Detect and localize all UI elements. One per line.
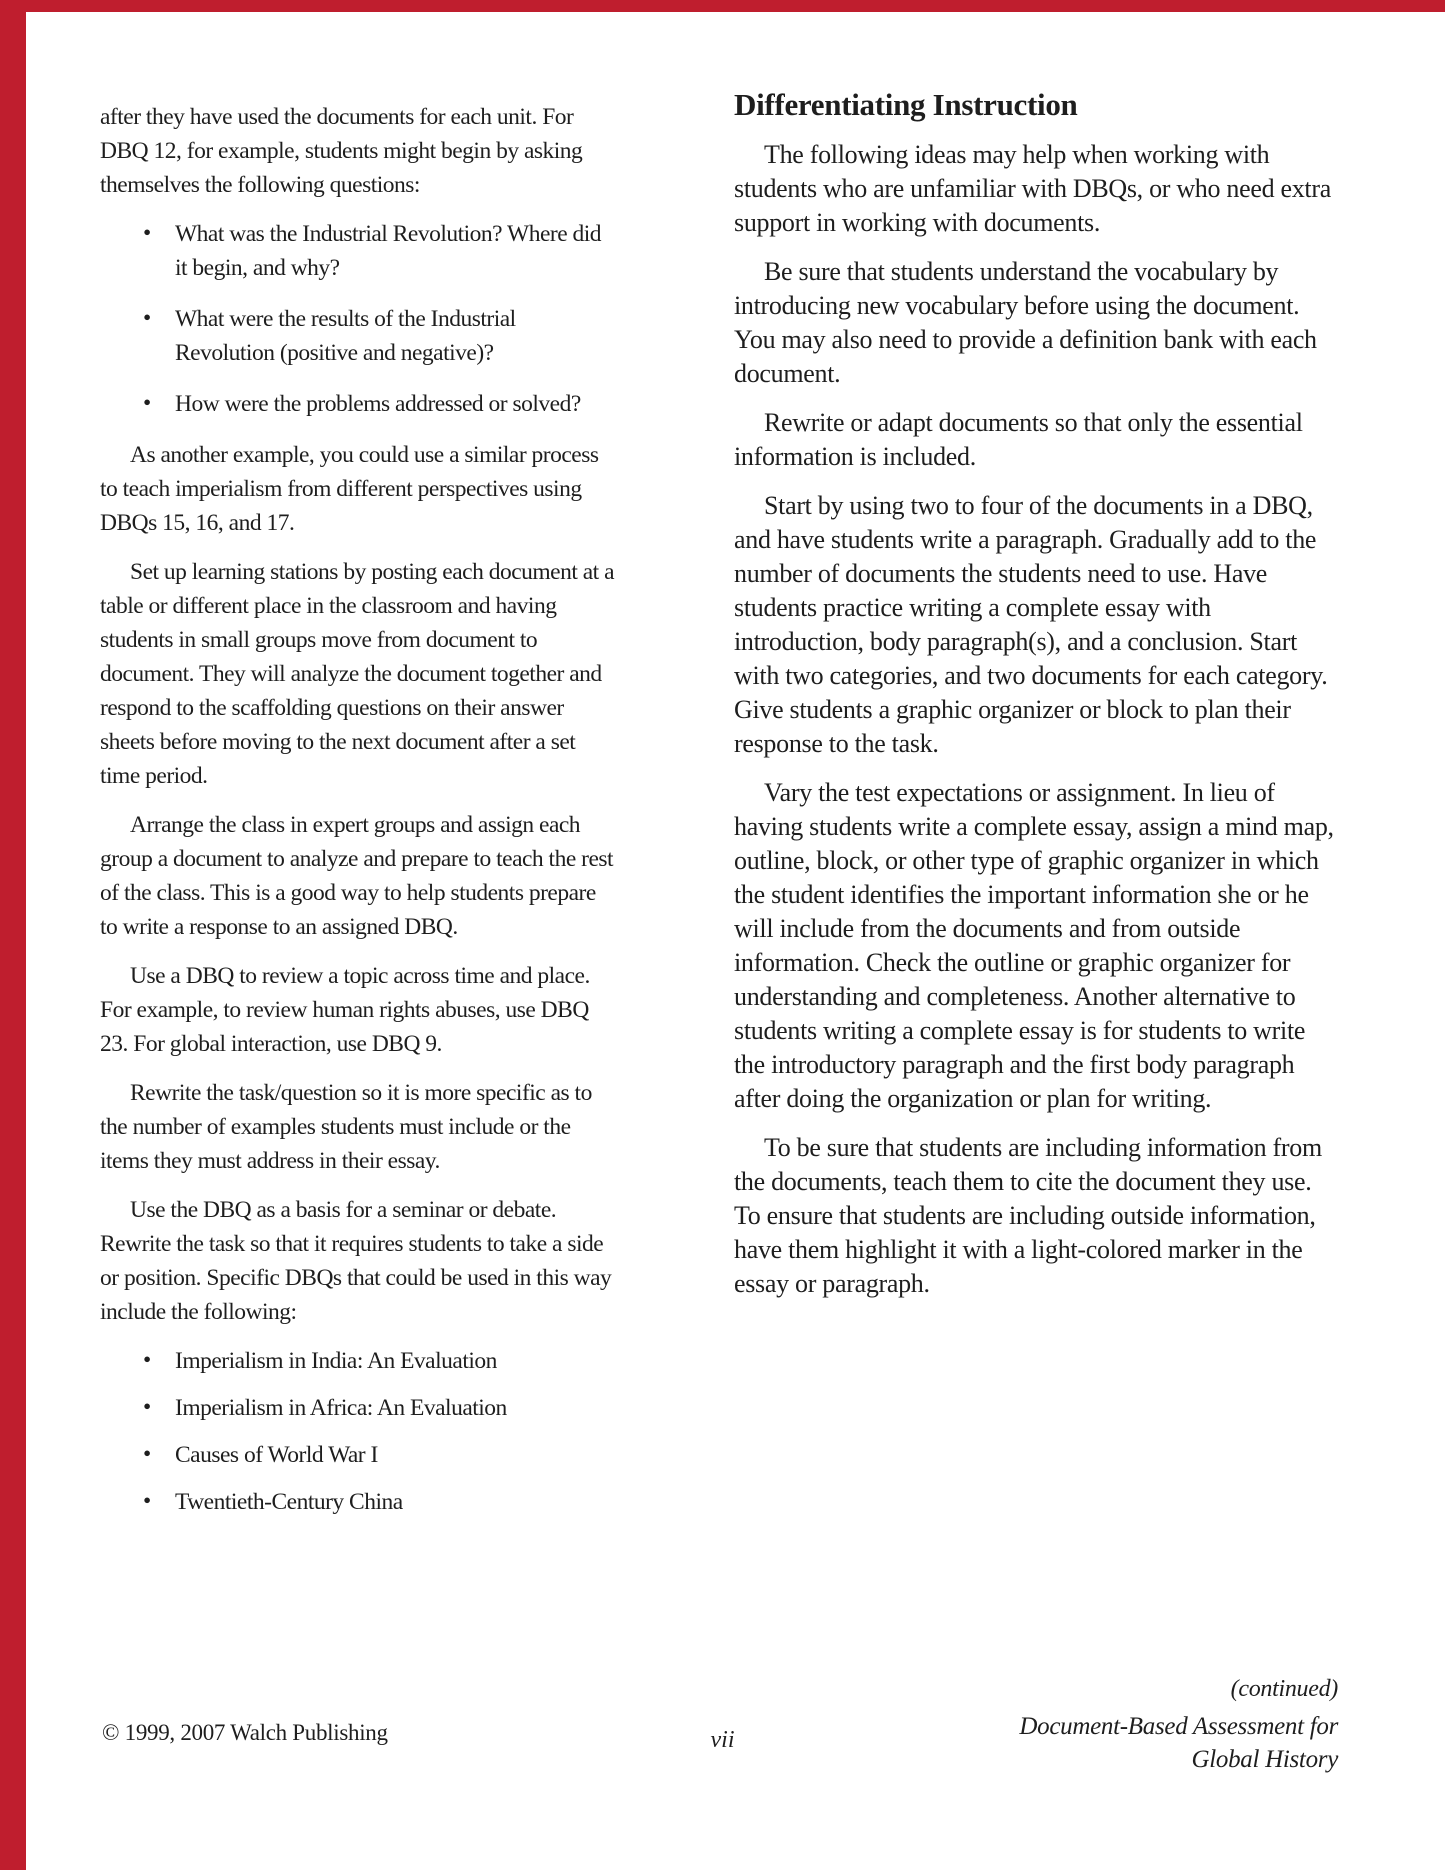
paragraph: Use the DBQ as a basis for a seminar or debate. Rewrite the task so that it requires students to take a side or position. Specific DBQs that could be used in this way include the following: [100,1197,612,1325]
red-top-edge [0,0,1445,12]
section-heading: Differentiating Instruction [734,87,1078,122]
bullet-icon: • [143,1394,151,1420]
list-item [143,217,615,285]
bullet-list-dbq-topics [143,1344,615,1519]
list-item [143,387,615,421]
paragraph: Use a DBQ to review a topic across time and place. For example, to review human rights abuses, use DBQ 23. For global interaction, use DBQ 9. [100,963,590,1057]
paragraph: Vary the test expectations or assignment. In lieu of having students write a complete essay, assign a mind map, outline, block, or other type of graphic organizer in which the student identifies the important information she or he will include from the documents and from outside information. Check the outline or graphic organizer for understanding and completeness. Another alternative to students writing a complete essay is for students to write the introductory paragraph and the first body paragraph after doing the organization or plan for writing. [734,778,1334,1113]
list-item [143,1344,615,1378]
paragraph: Arrange the class in expert groups and assign each group a document to analyze and prepare to teach the rest of the class. This is a good way to help students prepare to write a response to an assigned DBQ. [100,812,614,940]
footer-continued-label: (continued) [1230,1676,1338,1702]
list-item-text: Imperialism in India: An Evaluation [175,1348,497,1374]
paragraph-intro-continuation: after they have used the documents for each unit. For DBQ 12, for example, students might begin by asking themselves the following questions: [100,104,583,198]
paragraph: As another example, you could use a similar process to teach imperialism from different perspectives using DBQs 15, 16, and 17. [100,442,599,536]
list-item [143,1391,615,1425]
footer-book-title [1019,1710,1338,1776]
paragraph: Set up learning stations by posting each document at a table or different place in the classroom and having students in small groups move from document to document. They will analyze the document together and respond to the scaffolding questions on their answer sheets before moving to the next document after a set time period. [100,559,615,789]
bullet-icon: • [143,1347,151,1373]
bullet-icon: • [143,220,151,246]
list-item-text: How were the problems addressed or solved? [175,391,581,417]
bullet-icon: • [143,1488,151,1514]
bullet-icon: • [143,1441,151,1467]
footer-book-title-line2: Global History [1191,1746,1338,1773]
list-item-text: Causes of World War I [175,1442,378,1468]
list-item [143,1485,615,1519]
list-item-text: What was the Industrial Revolution? Where did it begin, and why? [175,221,602,281]
footer-copyright: © 1999, 2007 Walch Publishing [102,1720,388,1745]
bullet-list-questions [143,217,615,421]
paragraph: The following ideas may help when working with students who are unfamiliar with DBQs, or who need extra support in working with documents. [734,140,1331,237]
list-item-text: Imperialism in Africa: An Evaluation [175,1395,507,1421]
paragraph: Be sure that students understand the vocabulary by introducing new vocabulary before using the document. You may also need to provide a definition bank with each document. [734,257,1317,388]
footer-page-number: vii [710,1727,735,1753]
paragraph: Rewrite or adapt documents so that only the essential information is included. [734,408,1303,471]
paragraph: To be sure that students are including information from the documents, teach them to cite the document they use. To ensure that students are including outside information, have them highlight it with a light-colored marker in the essay or paragraph. [734,1133,1322,1298]
paragraph: Start by using two to four of the documents in a DBQ, and have students write a paragraph. Gradually add to the number of documents the students need to use. Have students practice writing a complete essay with introduction, body paragraph(s), and a conclusion. Start with two categories, and two documents for each category. Give students a graphic organizer or block to plan their response to the task. [734,491,1328,758]
footer-book-title-line1: Document-Based Assessment for [1019,1713,1338,1740]
bullet-icon: • [143,305,151,331]
list-item-text: Twentieth-Century China [175,1489,403,1515]
list-item [143,1438,615,1472]
bullet-icon: • [143,390,151,416]
list-item [143,302,615,370]
left-column [100,100,615,1535]
list-item-text: What were the results of the Industrial Revolution (positive and negative)? [175,306,516,366]
right-column [734,88,1337,1316]
paragraph: Rewrite the task/question so it is more specific as to the number of examples students must include or the items they must address in their essay. [100,1080,592,1174]
red-left-edge [0,0,26,1870]
